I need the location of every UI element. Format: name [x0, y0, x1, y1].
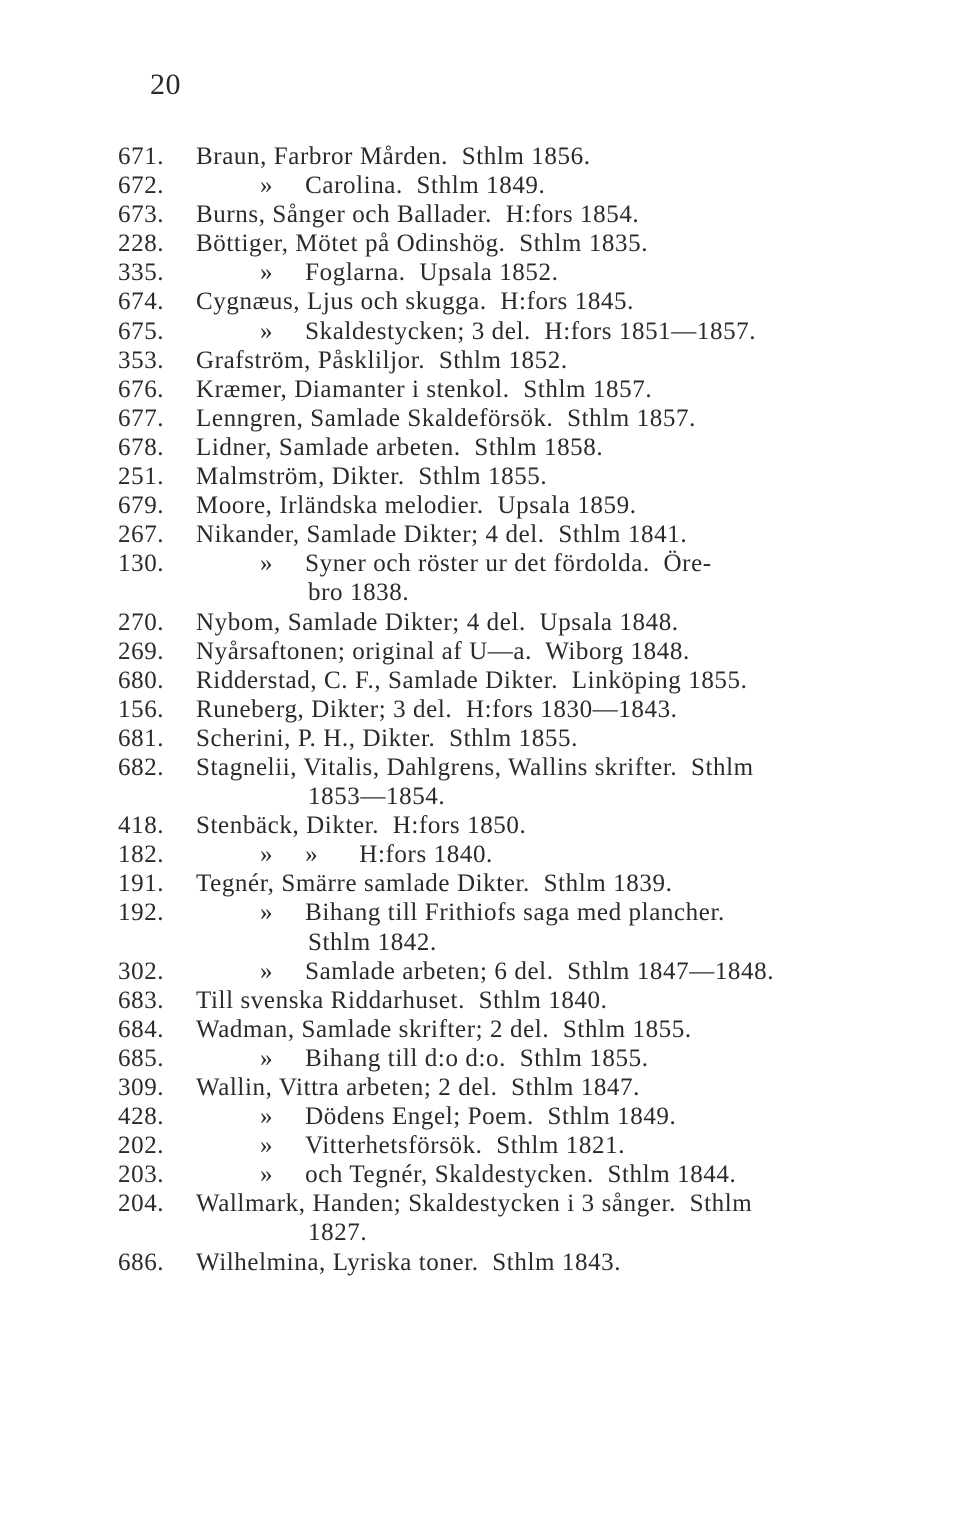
entry-text — [196, 375, 908, 404]
entry-line: Stagnelii, Vitalis, Dahlgrens, Wallins skrifter. Sthlm — [196, 753, 754, 781]
entry-line: Böttiger, Mötet på Odinshög. Sthlm 1835. — [196, 230, 649, 258]
entry-text — [196, 200, 908, 229]
entry-text — [196, 549, 908, 607]
entry-line: » Bihang till Frithiofs saga med plancher. — [196, 898, 908, 927]
catalog-entry — [118, 1189, 908, 1247]
entry-line: Stenbäck, Dikter. H:fors 1850. — [196, 812, 527, 840]
entry-line: Braun, Farbror Mården. Sthlm 1856. — [196, 143, 591, 170]
page-number: 20 — [150, 68, 181, 101]
entry-line: » » H:fors 1840. — [196, 840, 908, 869]
entry-number: 680. — [118, 666, 165, 694]
catalog-entry — [118, 287, 908, 316]
entry-number: 674. — [118, 288, 165, 316]
catalog-entry — [118, 957, 908, 986]
entry-line: » Carolina. Sthlm 1849. — [196, 171, 908, 200]
entry-text — [196, 433, 908, 462]
entry-number: 686. — [118, 1248, 165, 1276]
entry-number: 203. — [118, 1161, 165, 1189]
entry-line: Nikander, Samlade Dikter; 4 del. Sthlm 1841. — [196, 521, 688, 549]
entry-line: » Foglarna. Upsala 1852. — [196, 258, 908, 287]
entry-text — [196, 1248, 908, 1277]
entry-line: Nyårsaftonen; original af U—a. Wiborg 1848. — [196, 637, 690, 665]
entry-number: 418. — [118, 812, 165, 840]
catalog-entry — [118, 637, 908, 666]
catalog-entry — [118, 811, 908, 840]
entry-number: 428. — [118, 1103, 165, 1131]
entry-number: 681. — [118, 724, 165, 752]
entry-number: 269. — [118, 637, 165, 665]
entry-line: » Syner och röster ur det fördolda. Öre- — [196, 549, 908, 578]
entry-text — [196, 1015, 908, 1044]
entry-text — [196, 317, 908, 346]
entry-text — [196, 1073, 908, 1102]
catalog-entry — [118, 491, 908, 520]
catalog-entry — [118, 1102, 908, 1131]
entry-number: 677. — [118, 404, 165, 432]
catalog-entry — [118, 346, 908, 375]
entry-text — [196, 171, 908, 200]
entry-line: Nybom, Samlade Dikter; 4 del. Upsala 1848. — [196, 608, 679, 636]
entry-continuation-line: 1853—1854. — [308, 783, 446, 811]
catalog-entry — [118, 171, 908, 200]
catalog-entry — [118, 1044, 908, 1073]
catalog-entry — [118, 1073, 908, 1102]
catalog-entry — [118, 433, 908, 462]
entry-number: 671. — [118, 143, 165, 170]
catalog-entry — [118, 375, 908, 404]
entry-line: Lidner, Samlade arbeten. Sthlm 1858. — [196, 433, 604, 461]
entry-number: 335. — [118, 259, 165, 287]
entry-text — [196, 1102, 908, 1131]
entry-line: Cygnæus, Ljus och skugga. H:fors 1845. — [196, 288, 634, 316]
entry-number: 683. — [118, 986, 165, 1014]
entry-number: 204. — [118, 1190, 165, 1218]
entry-text — [196, 229, 908, 258]
catalog-entry — [118, 1015, 908, 1044]
entry-continuation-line: 1827. — [308, 1219, 368, 1247]
entry-number: 302. — [118, 957, 165, 985]
catalog-entry — [118, 869, 908, 898]
entry-number: 156. — [118, 695, 165, 723]
entry-text — [196, 811, 908, 840]
entry-line: Kræmer, Diamanter i stenkol. Sthlm 1857. — [196, 375, 653, 403]
entry-text — [196, 637, 908, 666]
catalog-entry — [118, 898, 908, 956]
catalog-entry — [118, 258, 908, 287]
entry-line: Malmström, Dikter. Sthlm 1855. — [196, 463, 548, 491]
catalog-entry — [118, 200, 908, 229]
entry-text — [196, 957, 908, 986]
entry-text — [196, 1160, 908, 1189]
catalog-entry-list — [118, 142, 908, 1277]
catalog-entry — [118, 753, 908, 811]
entry-line: Burns, Sånger och Ballader. H:fors 1854. — [196, 201, 640, 229]
entry-line: Moore, Irländska melodier. Upsala 1859. — [196, 492, 637, 520]
entry-text — [196, 869, 908, 898]
catalog-entry — [118, 1248, 908, 1277]
entry-number: 251. — [118, 463, 165, 491]
entry-number: 353. — [118, 346, 165, 374]
entry-line: Lenngren, Samlade Skaldeförsök. Sthlm 1857. — [196, 404, 696, 432]
entry-number: 685. — [118, 1044, 165, 1072]
entry-text — [196, 724, 908, 753]
catalog-entry — [118, 1131, 908, 1160]
entry-text — [196, 258, 908, 287]
entry-line: Scherini, P. H., Dikter. Sthlm 1855. — [196, 724, 578, 752]
catalog-entry — [118, 724, 908, 753]
entry-text — [196, 840, 908, 869]
catalog-entry — [118, 695, 908, 724]
entry-text — [196, 666, 908, 695]
entry-text — [196, 142, 908, 171]
entry-line: » Skaldestycken; 3 del. H:fors 1851—1857. — [196, 317, 908, 346]
entry-number: 202. — [118, 1132, 165, 1160]
entry-text — [196, 1189, 908, 1247]
entry-text — [196, 491, 908, 520]
entry-number: 672. — [118, 172, 165, 200]
entry-number: 270. — [118, 608, 165, 636]
entry-number: 192. — [118, 899, 165, 927]
entry-number: 676. — [118, 375, 165, 403]
entry-line: Tegnér, Smärre samlade Dikter. Sthlm 1839. — [196, 870, 673, 898]
entry-line: Ridderstad, C. F., Samlade Dikter. Linköping 1855. — [196, 666, 748, 694]
entry-text — [196, 462, 908, 491]
catalog-entry — [118, 520, 908, 549]
entry-line: » och Tegnér, Skaldestycken. Sthlm 1844. — [196, 1160, 908, 1189]
entry-line: » Samlade arbeten; 6 del. Sthlm 1847—1848. — [196, 957, 908, 986]
entry-text — [196, 898, 908, 956]
catalog-entry — [118, 608, 908, 637]
entry-text — [196, 986, 908, 1015]
entry-text — [196, 287, 908, 316]
catalog-entry — [118, 229, 908, 258]
entry-number: 678. — [118, 433, 165, 461]
catalog-entry — [118, 1160, 908, 1189]
catalog-entry — [118, 549, 908, 607]
entry-number: 684. — [118, 1015, 165, 1043]
entry-line: Wadman, Samlade skrifter; 2 del. Sthlm 1855. — [196, 1015, 692, 1043]
entry-line: Runeberg, Dikter; 3 del. H:fors 1830—1843. — [196, 695, 678, 723]
entry-line: Till svenska Riddarhuset. Sthlm 1840. — [196, 986, 608, 1014]
entry-line: Wilhelmina, Lyriska toner. Sthlm 1843. — [196, 1248, 622, 1276]
entry-number: 182. — [118, 841, 165, 869]
entry-number: 267. — [118, 521, 165, 549]
entry-text — [196, 695, 908, 724]
catalog-entry — [118, 462, 908, 491]
entry-number: 130. — [118, 550, 165, 578]
entry-number: 682. — [118, 753, 165, 781]
entry-line: Wallmark, Handen; Skaldestycken i 3 sånger. Sthlm — [196, 1190, 753, 1218]
entry-continuation-line: bro 1838. — [308, 579, 410, 607]
entry-number: 228. — [118, 230, 165, 258]
entry-text — [196, 1131, 908, 1160]
entry-continuation-line: Sthlm 1842. — [308, 928, 437, 956]
entry-number: 191. — [118, 870, 165, 898]
entry-text — [196, 753, 908, 811]
entry-line: » Vitterhetsförsök. Sthlm 1821. — [196, 1131, 908, 1160]
entry-number: 675. — [118, 317, 165, 345]
entry-line: Wallin, Vittra arbeten; 2 del. Sthlm 1847. — [196, 1074, 640, 1101]
catalog-entry — [118, 404, 908, 433]
entry-line: » Dödens Engel; Poem. Sthlm 1849. — [196, 1102, 908, 1131]
entry-line: » Bihang till d:o d:o. Sthlm 1855. — [196, 1044, 908, 1073]
catalog-entry — [118, 666, 908, 695]
entry-text — [196, 520, 908, 549]
entry-text — [196, 608, 908, 637]
catalog-entry — [118, 142, 908, 171]
entry-text — [196, 1044, 908, 1073]
catalog-entry — [118, 986, 908, 1015]
entry-number: 309. — [118, 1074, 165, 1101]
catalog-entry — [118, 840, 908, 869]
entry-text — [196, 404, 908, 433]
entry-number: 679. — [118, 492, 165, 520]
entry-number: 673. — [118, 201, 165, 229]
entry-line: Grafström, Påskliljor. Sthlm 1852. — [196, 346, 568, 374]
catalog-entry — [118, 317, 908, 346]
entry-text — [196, 346, 908, 375]
